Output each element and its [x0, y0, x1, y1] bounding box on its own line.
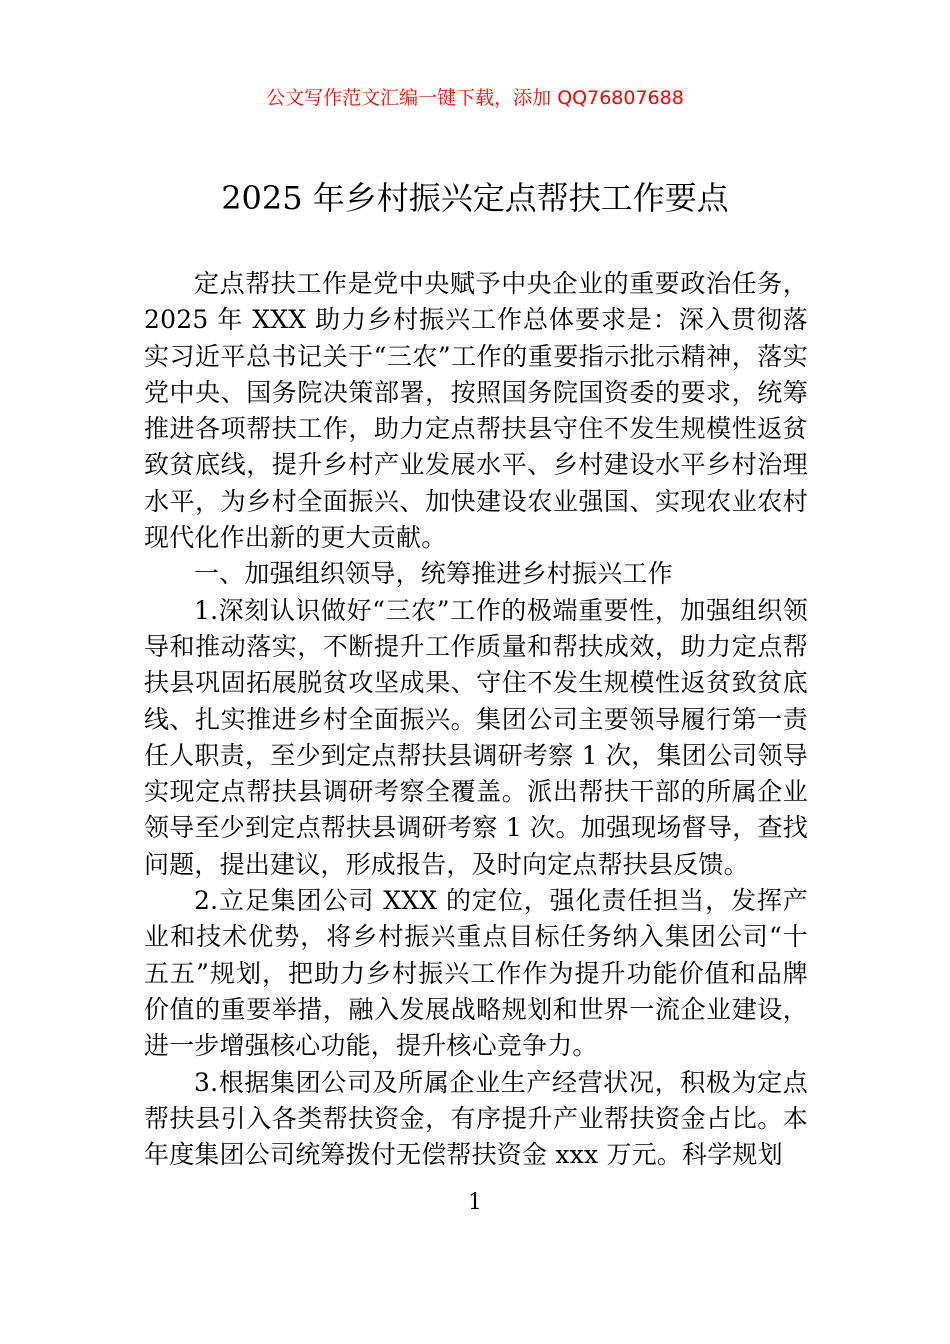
section-heading-1: 一、加强组织领导，统筹推进乡村振兴工作 — [194, 559, 673, 589]
document-title: 2025 年乡村振兴定点帮扶工作要点 — [221, 179, 729, 217]
header-banner: 公文写作范文汇编一键下载，添加 QQ76807688 — [266, 87, 684, 109]
intro-paragraph: 定点帮扶工作是党中央赋予中央企业的重要政治任务，2025 年 XXX 助力乡村振兴工作总体要求是：深入贯彻落实习近平总书记关于“三农”工作的重要指示批示精神，落实党中央、国务院决策部署，按照国务院国资委的要求，统筹推进各项帮扶工作，助力定点帮扶县守住不发生规模性返贫致贫底线，提升乡村产业发展水平、乡村建设水平乡村治理水平，为乡村全面振兴、加快建设农业强国、实现农业农村现代化作出新的更大贡献。 — [144, 269, 808, 553]
document-body — [144, 266, 808, 1173]
item-paragraph-2: 2.立足集团公司 XXX 的定位，强化责任担当，发挥产业和技术优势，将乡村振兴重点目标任务纳入集团公司“十五五”规划，把助力乡村振兴工作作为提升功能价值和品牌价值的重要举措，融入发展战略规划和世界一流企业建设，进一步增强核心功能，提升核心竞争力。 — [144, 886, 808, 1061]
item-paragraph-3: 3.根据集团公司及所属企业生产经营状况，积极为定点帮扶县引入各类帮扶资金，有序提升产业帮扶资金占比。本年度集团公司统筹拨付无偿帮扶资金 xxx 万元。科学规划 — [144, 1067, 808, 1170]
page-number: 1 — [468, 1190, 482, 1215]
item-paragraph-1: 1.深刻认识做好“三农”工作的极端重要性，加强组织领导和推动落实，不断提升工作质量和帮扶成效，助力定点帮扶县巩固拓展脱贫攻坚成果、守住不发生规模性返贫致贫底线、扎实推进乡村全面振兴。集团公司主要领导履行第一责任人职责，至少到定点帮扶县调研考察 1 次，集团公司领导实现定点帮扶县调研考察全覆盖。派出帮扶干部的所属企业领导至少到定点帮扶县调研考察 1 次。加强现场督导，查找问题，提出建议，形成报告，及时向定点帮扶县反馈。 — [144, 595, 808, 879]
